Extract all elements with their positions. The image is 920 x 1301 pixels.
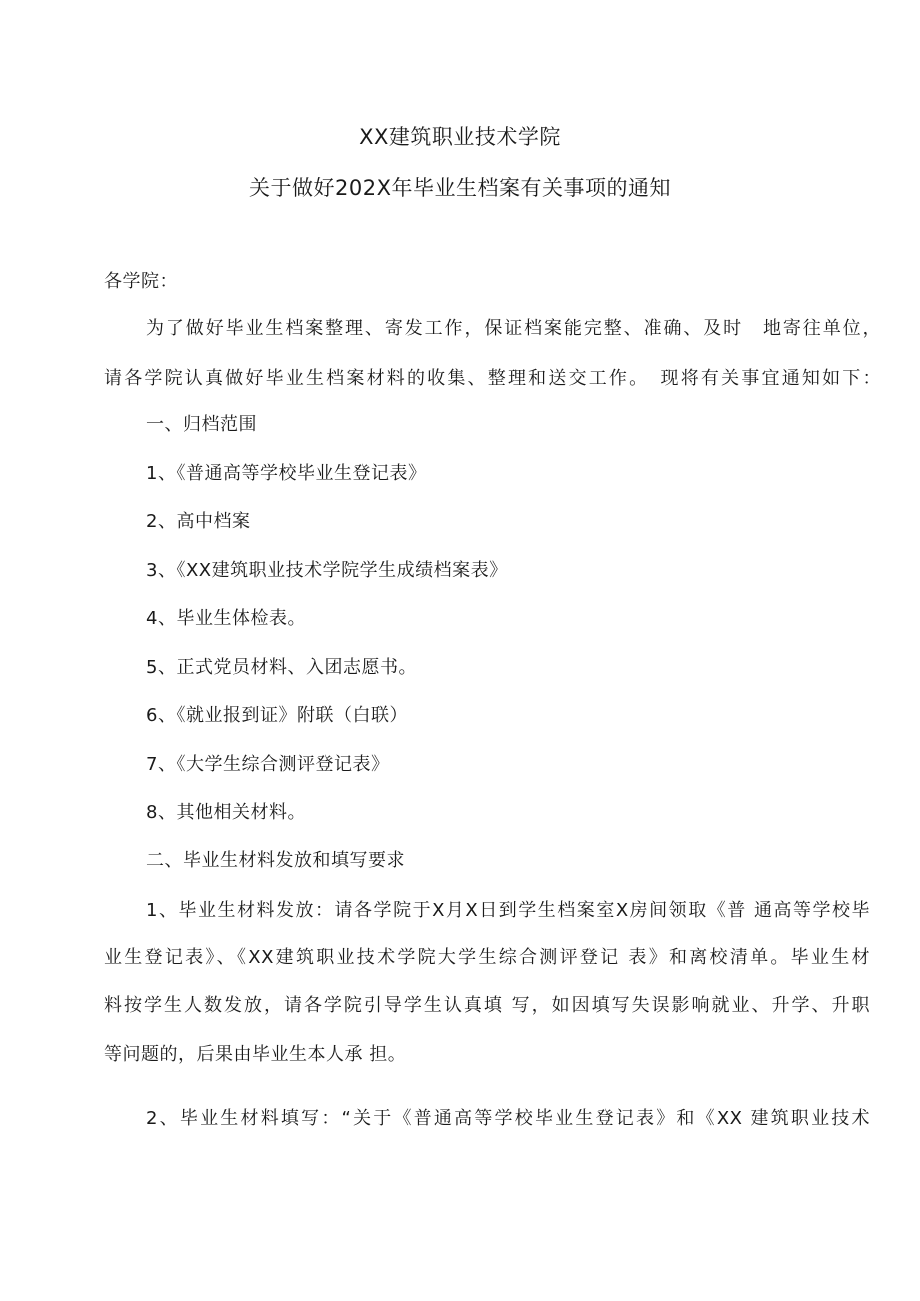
list-item: 7、《大学生综合测评登记表》: [146, 754, 390, 775]
salutation: 各学院：: [104, 271, 178, 292]
list-item: 4、毕业生体检表。: [146, 608, 306, 629]
section2-para1-line-3: 料按学生人数发放，请各学院引导学生认真填 写，如因填写失误影响就业、升学、升职: [104, 995, 870, 1016]
intro-line-1: 为了做好毕业生档案整理、寄发工作，保证档案能完整、准确、及时 地寄往单位，: [146, 318, 881, 339]
document-title-line1: XX建筑职业技术学院: [359, 125, 561, 149]
section2-para1-line-2: 业生登记表》、《XX建筑职业技术学院大学生综合测评登记 表》和离校清单。毕业生材: [104, 947, 870, 968]
list-item: 2、高中档案: [146, 511, 251, 532]
section2-para1-line-1: 1、毕业生材料发放：请各学院于X月X日到学生档案室X房间领取《普 通高等学校毕: [146, 900, 870, 921]
list-item: 1、《普通高等学校毕业生登记表》: [146, 463, 427, 484]
list-item: 6、《就业报到证》附联（白联）: [146, 705, 408, 726]
intro-line-2: 请各学院认真做好毕业生档案材料的收集、整理和送交工作。 现将有关事宜通知如下：: [104, 368, 881, 389]
section2-heading: 二、毕业生材料发放和填写要求: [146, 850, 405, 871]
list-item: 8、其他相关材料。: [146, 802, 306, 823]
list-item: 3、《XX建筑职业技术学院学生成绩档案表》: [146, 560, 508, 581]
document-title-line2: 关于做好202X年毕业生档案有关事项的通知: [249, 176, 671, 200]
section2-para1-line-4: 等问题的，后果由毕业生本人承 担。: [104, 1044, 407, 1065]
section2-para2-line-1: 2、毕业生材料填写：“关于《普通高等学校毕业生登记表》和《XX 建筑职业技术: [146, 1108, 870, 1129]
section1-heading: 一、归档范围: [146, 414, 257, 435]
list-item: 5、正式党员材料、入团志愿书。: [146, 657, 417, 678]
